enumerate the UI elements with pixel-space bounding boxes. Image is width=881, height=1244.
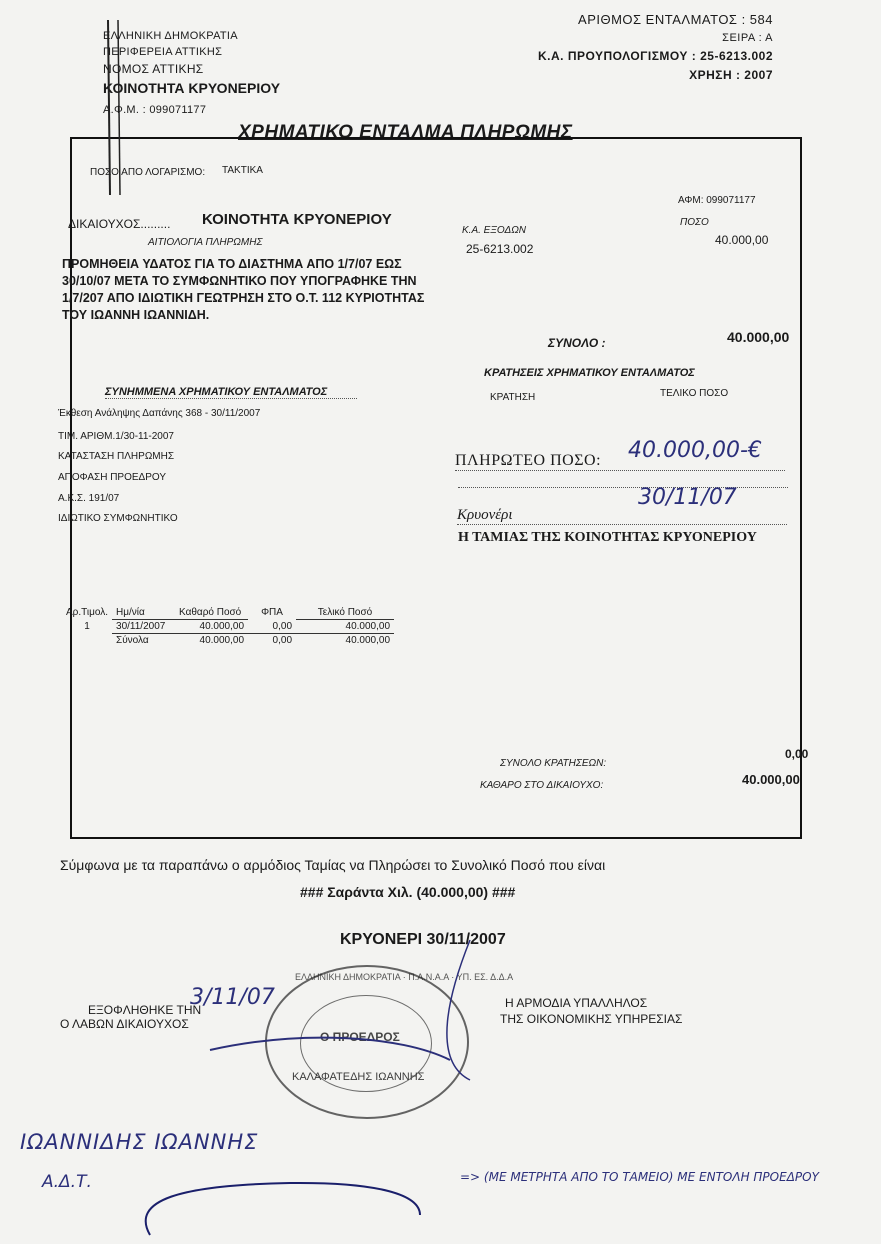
payment-order-text: Σύμφωνα με τα παραπάνω ο αρμόδιος Ταμίας να Πληρώσει το Συνολικό Ποσό που είναι xyxy=(60,857,606,873)
header-republic: ΕΛΛΗΝΙΚΗ ΔΗΜΟΚΡΑΤΙΑ xyxy=(103,30,238,42)
stamp-ring-text: ΕΛΛΗΝΙΚΗ ΔΗΜΟΚΡΑΤΙΑ · Π.Α.Ν.Α.Α · ΥΠ. ΕΣ. Δ.Δ.Α xyxy=(295,972,514,982)
department-label: ΤΗΣ ΟΙΚΟΝΟΜΙΚΗΣ ΥΠΗΡΕΣΙΑΣ xyxy=(500,1012,683,1026)
beneficiary-label: ΔΙΚΑΙΟΥΧΟΣ......... xyxy=(68,217,171,231)
final-amount-label: ΤΕΛΙΚΟ ΠΟΣΟ xyxy=(660,388,729,399)
fiscal-year: ΧΡΗΣΗ : 2007 xyxy=(689,68,773,82)
expense-code-value: 25-6213.002 xyxy=(466,242,534,256)
invoice-cell: 30/11/2007 xyxy=(116,621,166,632)
attachment-item: Α.Κ.Σ. 191/07 xyxy=(58,493,120,504)
header-prefecture: ΝΟΜΟΣ ΑΤΤΙΚΗΣ xyxy=(103,62,204,76)
handwritten-note: => (ΜΕ ΜΕΤΡΗΤΑ ΑΠΟ ΤΟ ΤΑΜΕΙΟ) ΜΕ ΕΝΤΟΛΗ ΠΡΟΕΔΡΟΥ xyxy=(460,1170,819,1184)
total-label: ΣΥΝΟΛΟ : xyxy=(548,336,606,350)
place-label: Κρυονέρι xyxy=(457,507,787,525)
place-date-handwritten: 30/11/07 xyxy=(638,485,737,510)
invoice-cell: Σύνολα xyxy=(112,634,175,648)
expense-code-label: Κ.Α. ΕΞΟΔΩΝ xyxy=(462,225,527,236)
page-title: ΧΡΗΜΑΤΙΚΟ ΕΝΤΑΛΜΑ ΠΛΗΡΩΜΗΣ xyxy=(238,122,573,143)
invoice-cell: 0,00 xyxy=(248,634,296,648)
payment-description: ΠΡΟΜΗΘΕΙΑ ΥΔΑΤΟΣ ΓΙΑ ΤΟ ΔΙΑΣΤΗΜΑ ΑΠΟ 1/7/07 ΕΩΣ 30/10/07 ΜΕΤΑ ΤΟ ΣΥΜΦΩΝΗΤΙΚΟ ΠΟΥ ΥΠΟΓΡΑΦΗΚΕ ΤΗΝ 1/7/207 ΑΠΟ ΙΔΙΩΤΙΚΗ ΓΕΩΤΡΗΣΗ ΣΤΟ Ο.Τ. 112 ΚΥΡΙΟΤΗΤΑΣ ΤΟΥ ΙΩΑΝΝΗ ΙΩΑΝΝΙΔΗ. xyxy=(62,257,425,322)
settled-date-handwritten: 3/11/07 xyxy=(190,985,275,1010)
payable-amount-handwritten: 40.000,00-€ xyxy=(628,438,762,463)
amount-value: 40.000,00 xyxy=(715,233,769,247)
invoice-header-cell: Τελικό Ποσό xyxy=(296,606,394,620)
withholding-label: ΚΡΑΤΗΣΗ xyxy=(490,392,536,403)
header-afm: Α.Φ.Μ. : 099071177 xyxy=(103,104,207,116)
justification-label: ΑΙΤΙΟΛΟΓΙΑ ΠΛΗΡΩΜΗΣ xyxy=(148,237,263,248)
account-label: ΠΟΣΟ ΑΠΟ ΛΟΓΑΡΙΣΜΟ: xyxy=(90,167,206,178)
total-value: 40.000,00 xyxy=(727,329,790,345)
entalma-number: ΑΡΙΘΜΟΣ ΕΝΤΑΛΜΑΤΟΣ : 584 xyxy=(578,12,773,27)
amount-in-words: ### Σαράντα Χιλ. (40.000,00) ### xyxy=(300,884,516,900)
withholdings-total-label: ΣΥΝΟΛΟ ΚΡΑΤΗΣΕΩΝ: xyxy=(500,758,607,769)
attachment-item: ΑΠΟΦΑΣΗ ΠΡΟΕΔΡΟΥ xyxy=(58,472,167,483)
invoice-cell: 40.000,00 xyxy=(296,634,394,648)
attachment-item: ΙΔΙΩΤΙΚΟ ΣΥΜΦΩΝΗΤΙΚΟ xyxy=(58,513,178,524)
handwritten-id: Α.Δ.Τ. xyxy=(42,1172,92,1192)
header-community: ΚΟΙΝΟΤΗΤΑ ΚΡΥΟΝΕΡΙΟΥ xyxy=(103,80,281,96)
invoice-header-cell: Καθαρό Ποσό xyxy=(175,606,248,620)
clerk-label: Η ΑΡΜΟΔΙΑ ΥΠΑΛΛΗΛΟΣ xyxy=(505,996,648,1010)
invoice-header-cell: Αρ.Τιμολ. xyxy=(66,607,109,619)
budget-code: Κ.Α. ΠΡΟΥΠΟΛΟΓΙΣΜΟΥ : 25-6213.002 xyxy=(537,49,773,63)
recipient-label: Ο ΛΑΒΩΝ ΔΙΚΑΙΟΥΧΟΣ xyxy=(60,1017,189,1031)
account-value: ΤΑΚΤΙΚΑ xyxy=(222,165,263,176)
series: ΣΕΙΡΑ : Α xyxy=(722,32,773,44)
attachment-item: Έκθεση Ανάληψης Δαπάνης 368 - 30/11/2007 xyxy=(58,408,261,419)
cashier-signature-label: Η ΤΑΜΙΑΣ ΤΗΣ ΚΟΙΝΟΤΗΤΑΣ ΚΡΥΟΝΕΡΙΟΥ xyxy=(458,530,757,545)
settled-label: ΕΞΟΦΛΗΘΗΚΕ ΤΗΝ xyxy=(88,1003,202,1017)
beneficiary-value: ΚΟΙΝΟΤΗΤΑ ΚΡΥΟΝΕΡΙΟΥ xyxy=(202,211,392,228)
payable-amount-label: ΠΛΗΡΩΤΕΟ ΠΟΣΟ: xyxy=(455,452,785,471)
afm-right: ΑΦΜ: 099071177 xyxy=(678,195,756,206)
attachment-item: ΤΙΜ. ΑΡΙΘΜ.1/30-11-2007 xyxy=(58,431,174,442)
invoice-header-cell: ΦΠΑ xyxy=(261,607,283,619)
net-label: ΚΑΘΑΡΟ ΣΤΟ ΔΙΚΑΙΟΥΧΟ: xyxy=(480,780,604,791)
net-value: 40.000,00 xyxy=(742,772,800,787)
invoice-cell: 40.000,00 xyxy=(199,621,245,632)
invoice-cell: 1 xyxy=(84,621,90,632)
stamp-name: ΚΑΛΑΦΑΤΕΔΗΣ ΙΩΑΝΝΗΣ xyxy=(292,1071,425,1083)
attachments-title: ΣΥΝΗΜΜΕΝΑ ΧΡΗΜΑΤΙΚΟΥ ΕΝΤΑΛΜΑΤΟΣ xyxy=(105,386,357,399)
amount-label: ΠΟΣΟ xyxy=(680,217,709,228)
header-region: ΠΕΡΙΦΕΡΕΙΑ ΑΤΤΙΚΗΣ xyxy=(103,46,223,58)
withholdings-title: ΚΡΑΤΗΣΕΙΣ ΧΡΗΜΑΤΙΚΟΥ ΕΝΤΑΛΜΑΤΟΣ xyxy=(484,367,695,379)
invoice-cell: 40.000,00 xyxy=(175,634,248,648)
handwritten-name: ΙΩΑΝΝΙΔΗΣ ΙΩΑΝΝΗΣ xyxy=(20,1130,259,1154)
attachment-item: ΚΑΤΑΣΤΑΣΗ ΠΛΗΡΩΜΗΣ xyxy=(58,451,175,462)
invoice-header-cell: Ημ/νία xyxy=(112,606,175,620)
invoice-cell: 40.000,00 xyxy=(345,621,391,632)
withholdings-total-value: 0,00 xyxy=(785,747,809,761)
invoice-cell: 0,00 xyxy=(272,620,293,632)
stamp-president: Ο ΠΡΟΕΔΡΟΣ xyxy=(320,1030,400,1044)
place-date: ΚΡΥΟΝΕΡΙ 30/11/2007 xyxy=(340,931,506,948)
